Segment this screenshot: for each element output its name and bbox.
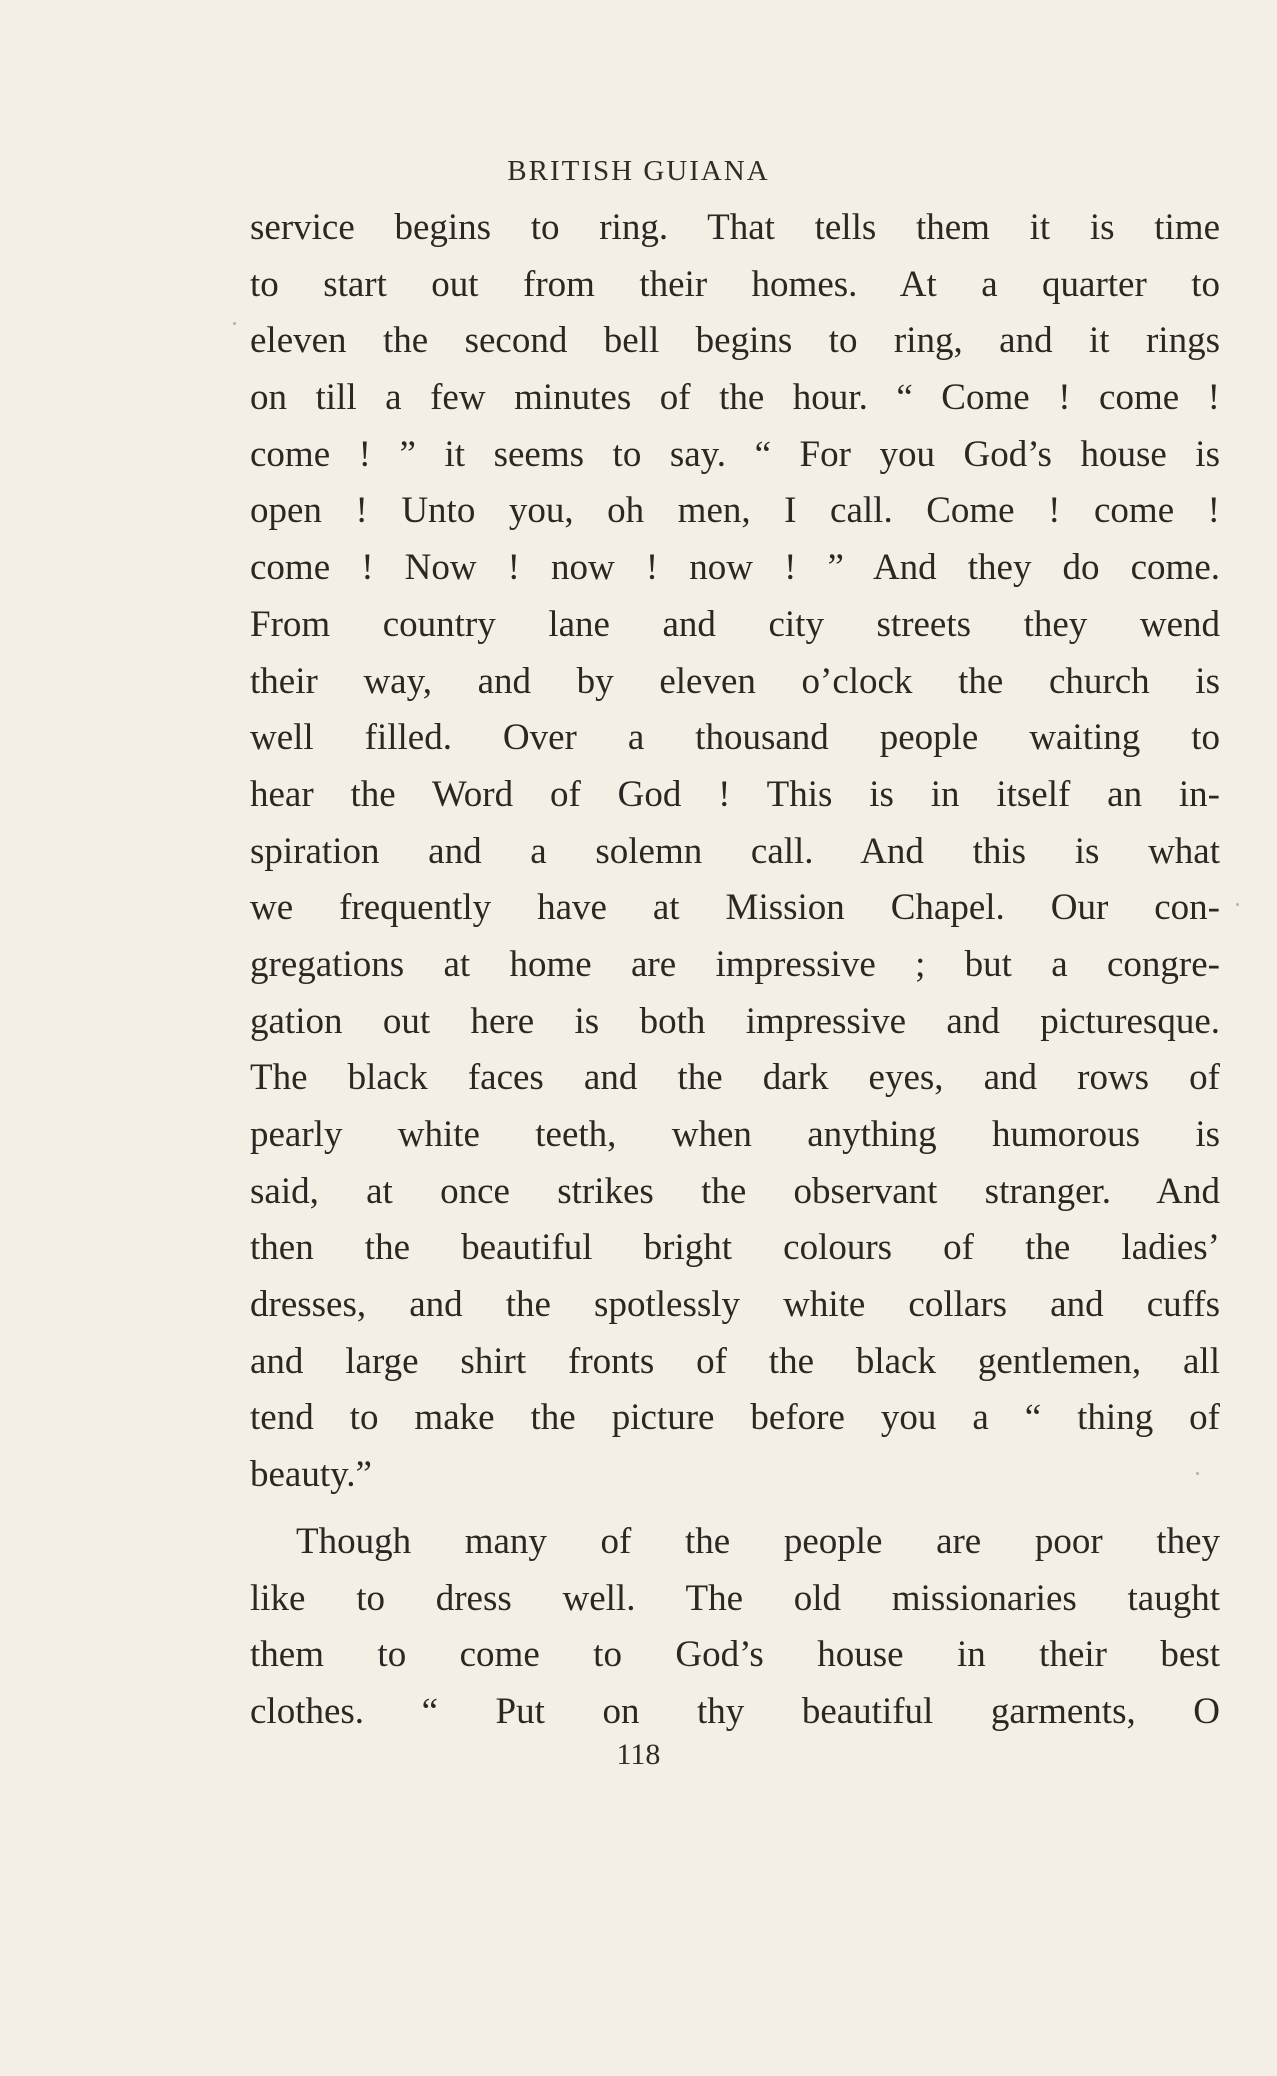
- text-line: eleven the second bell begins to ring, and it rings: [250, 320, 1220, 362]
- paper-speck: [1236, 903, 1239, 906]
- text-line: their way, and by eleven o’clock the church is: [250, 660, 1220, 702]
- text-line: spiration and a solemn call. And this is what: [250, 830, 1220, 872]
- text-line: we frequently have at Mission Chapel. Our con-: [250, 887, 1220, 929]
- text-line: service begins to ring. That tells them it is time: [250, 207, 1220, 248]
- text-line: The black faces and the dark eyes, and rows of: [250, 1057, 1220, 1099]
- text-line: open ! Unto you, oh men, I call. Come ! come !: [250, 490, 1220, 532]
- text-line: From country lane and city streets they wend: [250, 603, 1220, 645]
- paper-speck: [1196, 1472, 1199, 1475]
- text-line: Though many of the people are poor they: [296, 1520, 1220, 1562]
- text-line: dresses, and the spotlessly white collars and cuffs: [250, 1284, 1220, 1326]
- paragraph-gap: [250, 1504, 1220, 1514]
- text-line: come ! Now ! now ! now ! ” And they do come.: [250, 547, 1220, 589]
- text-line: then the beautiful bright colours of the ladies’: [250, 1227, 1220, 1269]
- text-line: clothes. “ Put on thy beautiful garments, O: [250, 1690, 1220, 1732]
- text-line: to start out from their homes. At a quarter to: [250, 263, 1220, 305]
- body-text: [250, 200, 1220, 1741]
- text-line: gation out here is both impressive and picturesque.: [250, 1000, 1220, 1042]
- page-number: 118: [616, 1738, 661, 1771]
- text-line: like to dress well. The old missionaries taught: [250, 1577, 1220, 1619]
- text-line: on till a few minutes of the hour. “ Come ! come !: [250, 377, 1220, 419]
- text-line: tend to make the picture before you a “ thing of: [250, 1397, 1220, 1439]
- text-line: and large shirt fronts of the black gentlemen, all: [250, 1340, 1220, 1382]
- text-line: well filled. Over a thousand people waiting to: [250, 717, 1220, 759]
- running-head: BRITISH GUIANA: [507, 155, 770, 187]
- text-line: gregations at home are impressive ; but a congre-: [250, 943, 1220, 985]
- text-line: beauty.”: [250, 1454, 372, 1496]
- text-line: pearly white teeth, when anything humorous is: [250, 1114, 1220, 1155]
- paper-speck: [233, 322, 236, 325]
- text-line: said, at once strikes the observant stranger. And: [250, 1170, 1220, 1212]
- text-line: them to come to God’s house in their best: [250, 1634, 1220, 1676]
- text-line: come ! ” it seems to say. “ For you God’s house is: [250, 433, 1220, 475]
- text-line: hear the Word of God ! This is in itself an in-: [250, 773, 1220, 815]
